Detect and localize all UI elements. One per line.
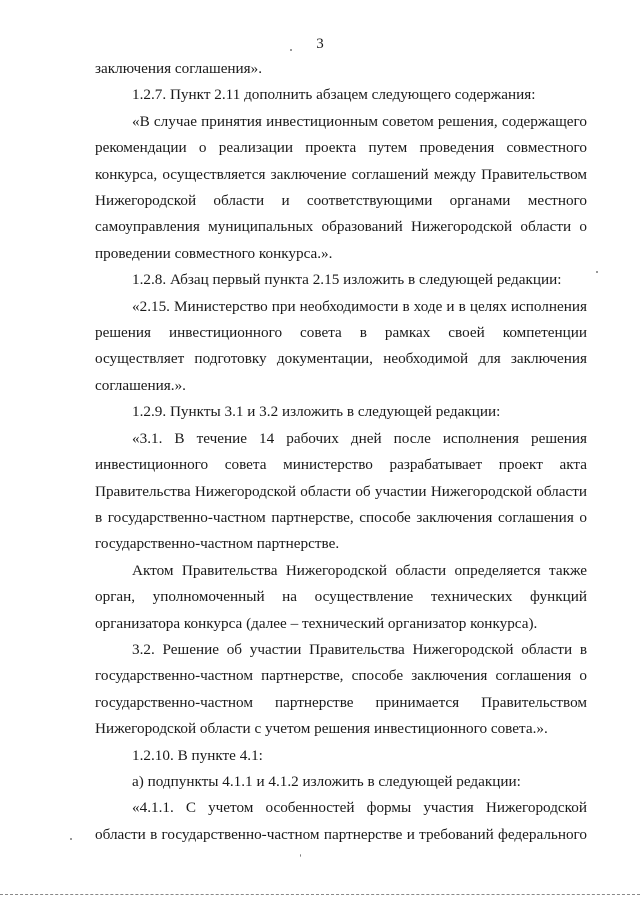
paragraph: 3.2. Решение об участии Правительства Нижегородской области в государственно-частном партнерстве, способе заключения соглашения о государственно-частном партнерстве принимается Правительством Нижегородской области с учетом решения инвестиционного совета.». [95, 640, 587, 738]
scan-speck [290, 49, 292, 51]
scan-speck [596, 271, 598, 273]
paragraph: «4.1.1. С учетом особенностей формы участия Нижегородской области в государственно-частном партнерстве и требований федерального [95, 799, 587, 843]
page-number: 3 [316, 36, 324, 52]
paragraph: Актом Правительства Нижегородской области определяется также орган, уполномоченный на осуществление технических функций организатора конкурса (далее – технический организатор конкурса). [95, 561, 587, 632]
scan-speck [300, 854, 301, 857]
paragraph: 1.2.7. Пункт 2.11 дополнить абзацем следующего содержания: [132, 86, 536, 104]
paragraph: а) подпункты 4.1.1 и 4.1.2 изложить в следующей редакции: [132, 772, 521, 790]
paragraph: «В случае принятия инвестиционным советом решения, содержащего рекомендации о реализации проекта путем проведения совместного конкурса, осуществляется заключение соглашений между Правительством Нижегородской области и соответствующими органами местного самоуправления муниципальных образований Нижегородской области о проведении совместного конкурса.». [95, 112, 587, 262]
paragraph: «2.15. Министерство при необходимости в ходе и в целях исполнения решения инвестиционного совета в рамках своей компетенции осуществляет подготовку документации, необходимой для заключения соглашения.». [95, 297, 587, 394]
document-body [95, 56, 587, 848]
paragraph: «3.1. В течение 14 рабочих дней после исполнения решения инвестиционного совета министерство разрабатывает проект акта Правительства Нижегородской области об участии Нижегородской области в государственно-частном партнерстве, способе заключения соглашения о государственно-частном партнерстве. [95, 429, 587, 553]
paragraph: 1.2.9. Пункты 3.1 и 3.2 изложить в следующей редакции: [132, 403, 501, 421]
scan-speck [70, 838, 72, 840]
scan-edge-line [0, 894, 640, 895]
paragraph: 1.2.10. В пункте 4.1: [132, 746, 263, 764]
paragraph: 1.2.8. Абзац первый пункта 2.15 изложить в следующей редакции: [132, 271, 562, 289]
paragraph: заключения соглашения». [95, 60, 263, 77]
